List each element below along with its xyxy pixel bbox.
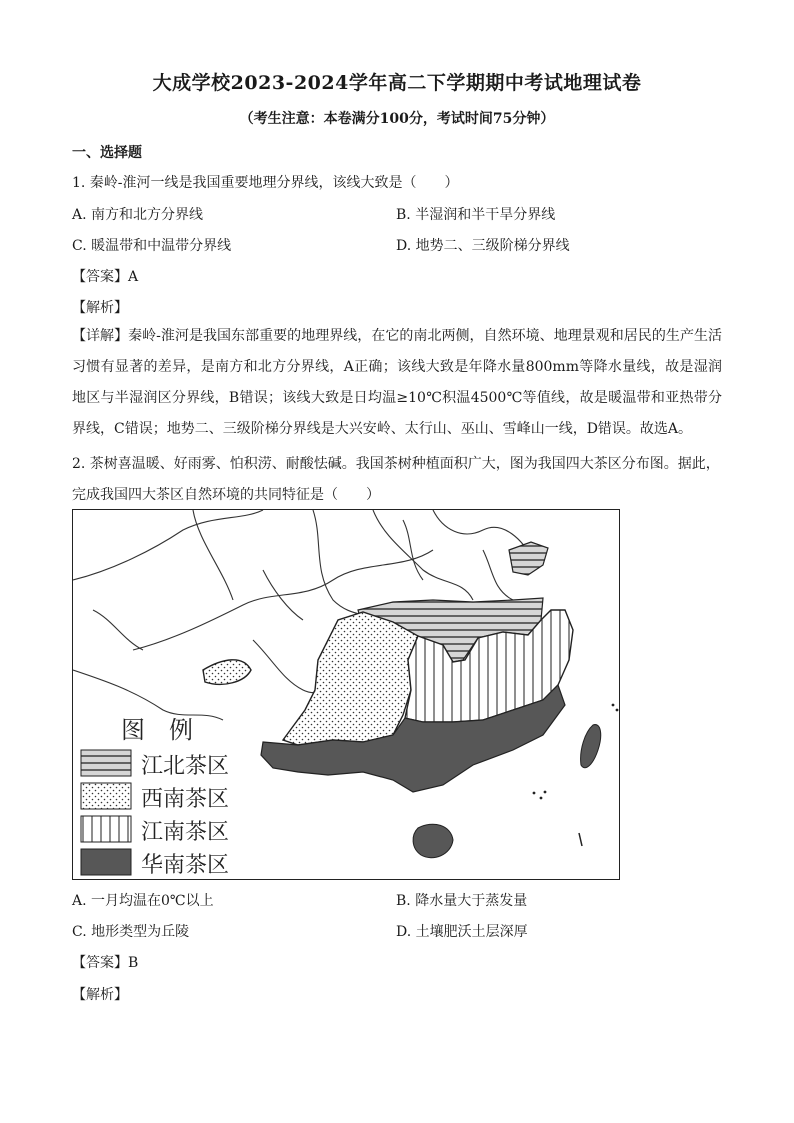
q1-answer: 【答案】A: [72, 269, 139, 285]
hainan-island: [413, 824, 453, 858]
q1-analysis-label: 【解析】: [72, 300, 128, 316]
taiwan-island: [581, 725, 601, 768]
legend-swatch-jiangbei: [81, 750, 131, 776]
legend: [81, 716, 229, 878]
q2-option-a: A. 一月均温在0℃以上: [72, 893, 214, 909]
legend-label-huanan: 华南茶区: [141, 853, 230, 878]
q1-option-a: A. 南方和北方分界线: [72, 207, 204, 223]
jiangbei-shandong: [509, 542, 548, 575]
q2-option-d: D. 土壤肥沃土层深厚: [396, 924, 528, 940]
legend-swatch-jiangnan: [81, 816, 131, 842]
exam-note: （考生注意：本卷满分100分，考试时间75分钟）: [239, 111, 555, 127]
q1-option-d: D. 地势二、三级阶梯分界线: [396, 238, 570, 254]
q1-option-b: B. 半湿润和半干旱分界线: [396, 207, 556, 223]
q2-option-c: C. 地形类型为丘陵: [72, 924, 190, 940]
q2-answer: 【答案】B: [72, 955, 139, 971]
q1-stem: 1. 秦岭-淮河一线是我国重要地理分界线，该线大致是（ ）: [72, 175, 459, 191]
legend-swatch-xinan: [81, 783, 131, 809]
q2-analysis-label: 【解析】: [72, 987, 128, 1003]
section-heading: 一、选择题: [72, 145, 142, 161]
legend-label-jiangbei: 江北茶区: [141, 754, 230, 779]
legend-label-xinan: 西南茶区: [141, 787, 230, 812]
q2-stem-line1: 2. 茶树喜温暖、好雨雾、怕积涝、耐酸怯碱。我国茶树种植面积广大，图为我国四大茶区分布图。据此，: [72, 456, 720, 472]
tea-region-map: [72, 509, 620, 880]
q2-stem-line2: 完成我国四大茶区自然环境的共同特征是（ ）: [72, 487, 380, 503]
exam-title: 大成学校2023-2024学年高二下学期期中考试地理试卷: [152, 72, 642, 94]
q1-option-c: C. 暖温带和中温带分界线: [72, 238, 232, 254]
legend-title: 图 例: [121, 716, 193, 744]
legend-label-jiangnan: 江南茶区: [141, 820, 230, 845]
legend-swatch-huanan: [81, 849, 131, 875]
southwest-region: [283, 612, 418, 745]
q2-option-b: B. 降水量大于蒸发量: [396, 893, 528, 909]
q1-detail: 【详解】秦岭-淮河是我国东部重要的地理界线，在它的南北两侧，自然环境、地理景观和居民的生产生活习惯有显著的差异，是南方和北方分界线，A正确；该线大致是年降水量800mm等降水量线，故是湿润地区与半湿润区分界线，B错误；该线大致是日均温≥10℃积温4500℃等值线，故是暖温带和亚热带分界线，C错误；地势二、三级阶梯分界线是大兴安岭、太行山、巫山、雪峰山一线，D错误。故选A。: [72, 328, 722, 437]
southwest-tibet: [203, 660, 251, 685]
